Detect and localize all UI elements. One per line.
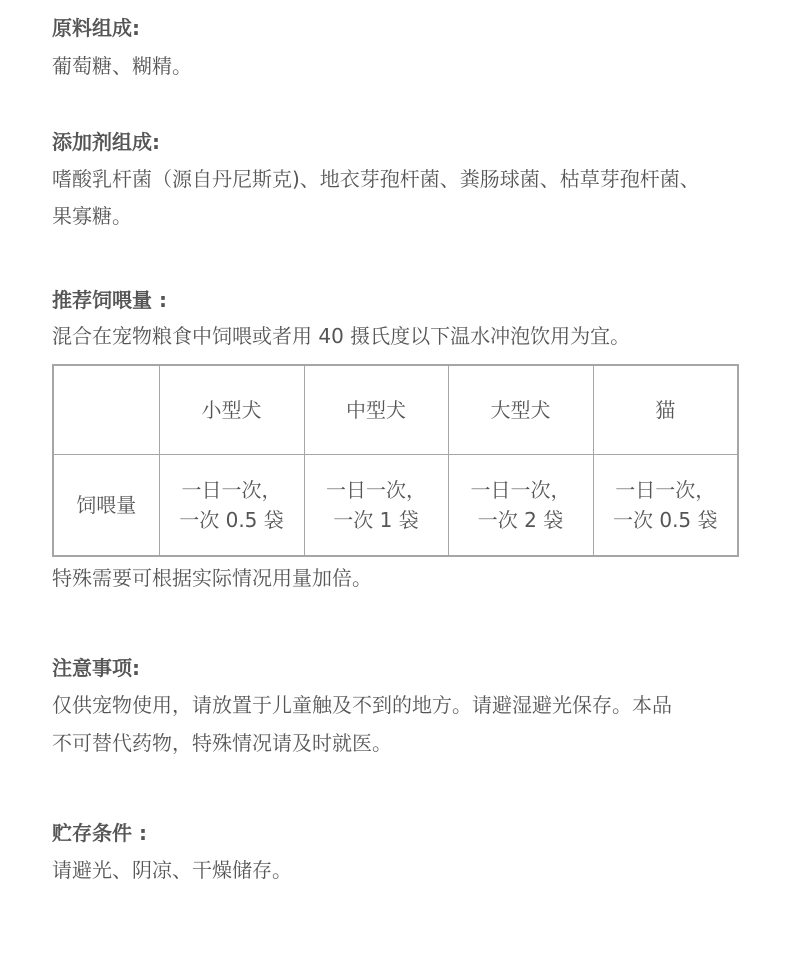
precautions-text-line1: 仅供宠物使用，请放置于儿童触及不到的地方。请避湿避光保存。本品 [52, 693, 672, 717]
feeding-text: 混合在宠物粮食中饲喂或者用 40 摄氏度以下温水冲泡饮用为宜。 [52, 324, 631, 348]
table-cell [159, 455, 304, 557]
cell-amount: 一次 1 袋 [333, 508, 419, 532]
precautions-text-line2: 不可替代药物，特殊情况请及时就医。 [52, 731, 392, 755]
cell-frequency: 一日一次， [470, 478, 571, 502]
ingredients-heading: 原料组成: [52, 16, 140, 40]
cell-amount: 一次 0.5 袋 [179, 508, 284, 532]
feeding-heading: 推荐饲喂量 : [52, 288, 167, 312]
additives-text-line1: 嗜酸乳杆菌（源自丹尼斯克)、地衣芽孢杆菌、粪肠球菌、枯草芽孢杆菌、 [52, 167, 700, 191]
precautions-heading: 注意事项: [52, 656, 140, 680]
cell-frequency: 一日一次， [326, 478, 426, 502]
cell-amount: 一次 2 袋 [477, 508, 564, 532]
table-header-cell: 小型犬 [159, 365, 304, 455]
ingredients-text: 葡萄糖、糊精。 [52, 54, 192, 78]
table-header-cell: 大型犬 [448, 365, 593, 455]
cell-frequency: 一日一次， [615, 478, 716, 502]
feeding-note: 特殊需要可根据实际情况用量加倍。 [52, 566, 372, 590]
table-row [53, 455, 738, 557]
table-header-cell [53, 365, 159, 455]
table-header-cell: 猫 [593, 365, 738, 455]
table-header-cell: 中型犬 [304, 365, 448, 455]
cell-amount: 一次 0.5 袋 [612, 508, 718, 532]
dosage-table [52, 364, 739, 557]
table-cell [448, 455, 593, 557]
table-header-row [53, 365, 738, 455]
storage-text: 请避光、阴凉、干燥储存。 [52, 858, 292, 882]
storage-heading: 贮存条件 : [52, 821, 147, 845]
table-cell [304, 455, 448, 557]
table-row-label: 饲喂量 [53, 455, 159, 557]
additives-heading: 添加剂组成: [52, 130, 160, 154]
table-cell [593, 455, 738, 557]
cell-frequency: 一日一次， [181, 478, 282, 502]
additives-text-line2: 果寡糖。 [52, 204, 132, 228]
